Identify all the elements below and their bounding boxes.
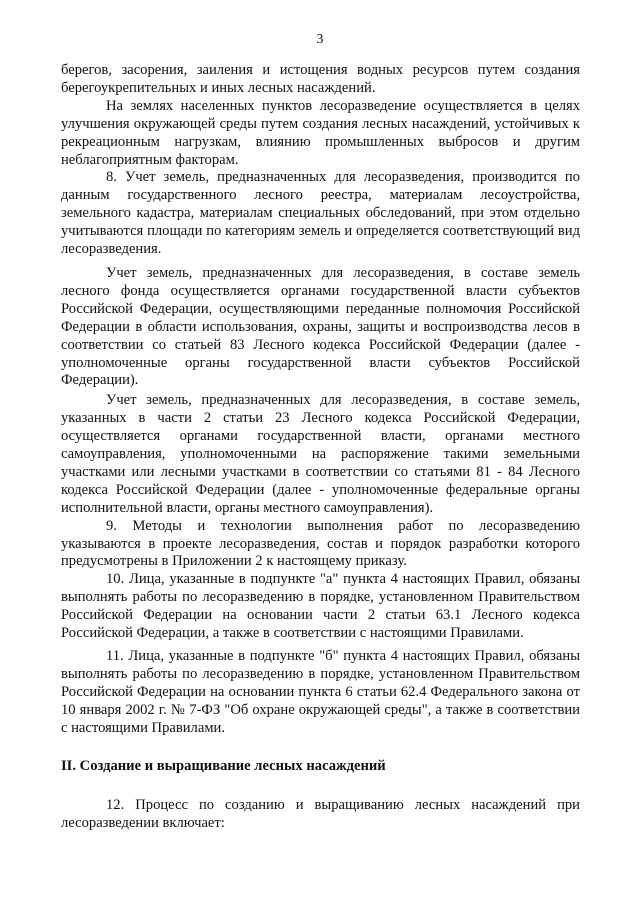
paragraph-continuation: берегов, засорения, заиления и истощения водных ресурсов путем создания берегоукрепительных и иных лесных насаждений. [61, 62, 580, 96]
paragraph-item-11: 11. Лица, указанные в подпункте "б" пункта 4 настоящих Правил, обязаны выполнять работы по лесоразведению в порядке, установленном Правительством Российской Федерации на основании пункта 6 статьи 62.4 Федерального закона от 10 января 2002 г. № 7-ФЗ "Об охране окружающей среды", а также в соответствии с настоящими Правилами. [61, 648, 580, 736]
paragraph-item-8: 8. Учет земель, предназначенных для лесоразведения, производится по данным государственного лесного реестра, материалам лесоустройства, земельного кадастра, материалам специальных обследований, при этом отдельно учитываются площади по категориям земель и определяется соответствующий вид лесоразведения. [61, 169, 580, 258]
document-body [61, 62, 580, 833]
paragraph-item-10: 10. Лица, указанные в подпункте "а" пункта 4 настоящих Правил, обязаны выполнять работы по лесоразведению в порядке, установленном Правительством Российской Федерации на основании части 2 статьи 63.1 Лесного кодекса Российской Федерации, а также в соответствии с настоящими Правилами. [61, 571, 580, 642]
section-heading: II. Создание и выращивание лесных насаждений [61, 757, 386, 774]
page-number: 3 [316, 32, 324, 47]
paragraph: На землях населенных пунктов лесоразведение осуществляется в целях улучшения окружающей среды путем создания лесных насаждений, устойчивых к рекреационным нагрузкам, влиянию промышленных выбросов и другим неблагоприятным факторам. [61, 97, 580, 168]
paragraph: Учет земель, предназначенных для лесоразведения, в составе земель лесного фонда осуществляется органами государственной власти субъектов Российской Федерации, осуществляющими переданные полномочия Российской Федерации в области использования, охраны, защиты и воспроизводства лесов в соответствии со статьей 83 Лесного кодекса Российской Федерации (далее - уполномоченные органы государственной власти субъектов Российской Федерации). [61, 264, 580, 389]
paragraph-item-12: 12. Процесс по созданию и выращиванию лесных насаждений при лесоразведении включает: [61, 797, 580, 832]
paragraph-item-9: 9. Методы и технологии выполнения работ по лесоразведению указываются в проекте лесоразведения, состав и порядок разработки которого предусмотрены в Приложении 2 к настоящему приказу. [61, 517, 580, 570]
paragraph: Учет земель, предназначенных для лесоразведения, в составе земель, указанных в части 2 статьи 23 Лесного кодекса Российской Федерации, осуществляется органами государственной власти, органами местного самоуправления, уполномоченными на распоряжение такими земельными участками или лесными участками в соответствии со статьями 81 - 84 Лесного кодекса Российской Федерации (далее - уполномоченные федеральные органы исполнительной власти, органы местного самоуправления). [61, 392, 580, 516]
